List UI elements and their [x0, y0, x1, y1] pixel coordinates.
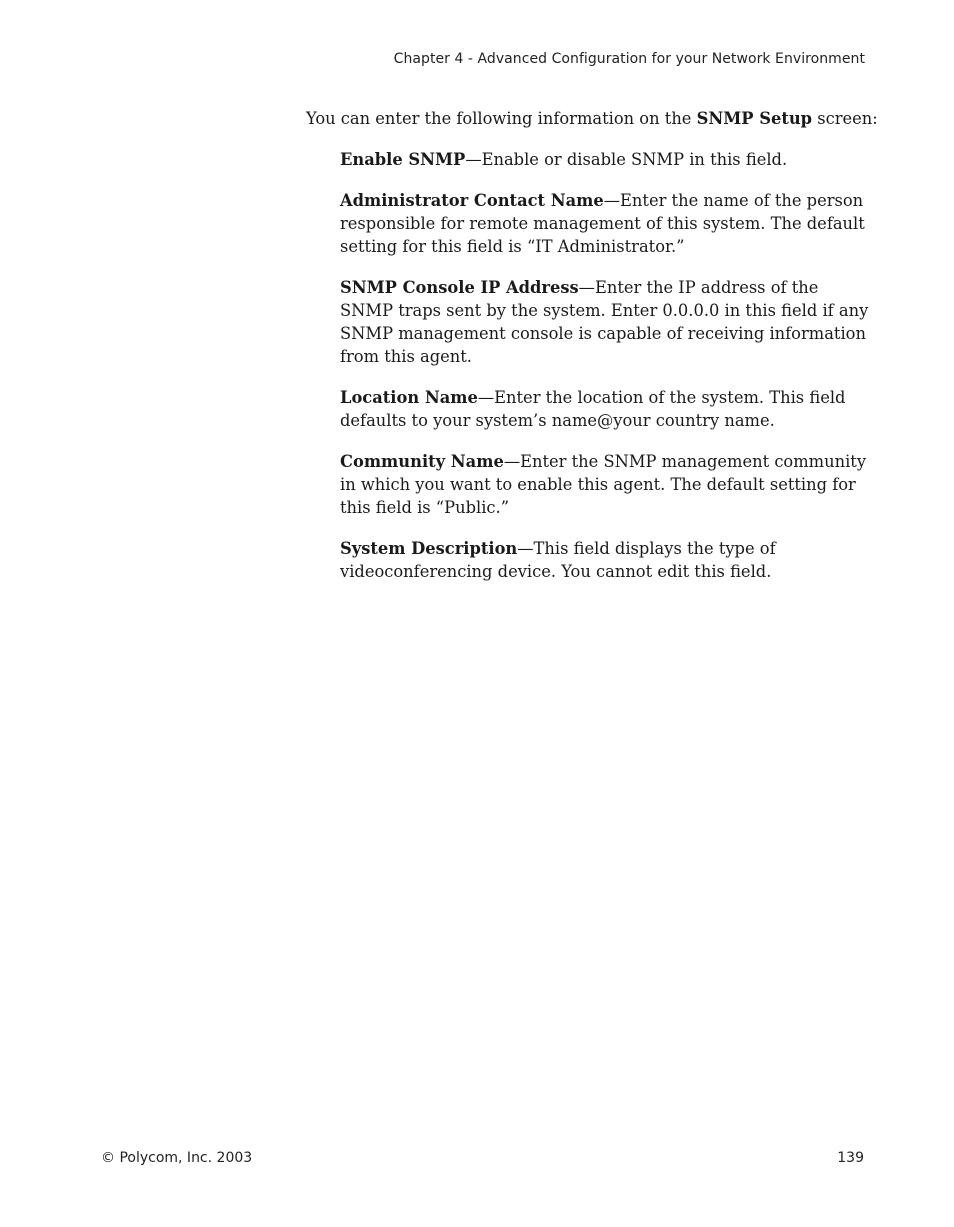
field-description: —Enter the location of the system. This field defaults to your system’s name@your country name.: [340, 388, 846, 430]
intro-prefix: You can enter the following information on the: [306, 109, 697, 128]
field-item-enable-snmp: [340, 148, 872, 171]
intro-suffix: screen:: [812, 109, 878, 128]
field-description: —Enter the name of the person responsible for remote management of this system. The default setting for this field is “IT Administrator.”: [340, 191, 865, 256]
field-item-location-name: [340, 386, 872, 432]
field-term: Administrator Contact Name: [340, 191, 604, 210]
field-description: —Enter the IP address of the SNMP traps sent by the system. Enter 0.0.0.0 in this field if any SNMP management console is capable of receiving information from this agent.: [340, 278, 869, 366]
field-term: Community Name: [340, 452, 504, 471]
field-description: —Enable or disable SNMP in this field.: [465, 150, 788, 169]
field-term: SNMP Console IP Address: [340, 278, 579, 297]
screen-name: SNMP Setup: [696, 109, 813, 128]
field-description: —This field displays the type of videoconferencing device. You cannot edit this field.: [340, 539, 776, 581]
page-number: 139: [837, 1150, 864, 1166]
copyright-notice: © Polycom, Inc. 2003: [101, 1150, 253, 1166]
field-item-community-name: [340, 450, 872, 519]
field-item-administrator-contact-name: [340, 189, 872, 258]
field-description-list: [340, 148, 872, 583]
page-body: [306, 107, 878, 601]
field-item-snmp-console-ip-address: [340, 276, 872, 368]
field-description: —Enter the SNMP management community in which you want to enable this agent. The default setting for this field is “Public.”: [340, 452, 867, 517]
field-item-system-description: [340, 537, 872, 583]
field-term: System Description: [340, 539, 518, 558]
running-header: Chapter 4 - Advanced Configuration for your Network Environment: [393, 51, 865, 67]
field-term: Enable SNMP: [340, 150, 466, 169]
field-term: Location Name: [340, 388, 478, 407]
intro-paragraph: [306, 107, 878, 130]
